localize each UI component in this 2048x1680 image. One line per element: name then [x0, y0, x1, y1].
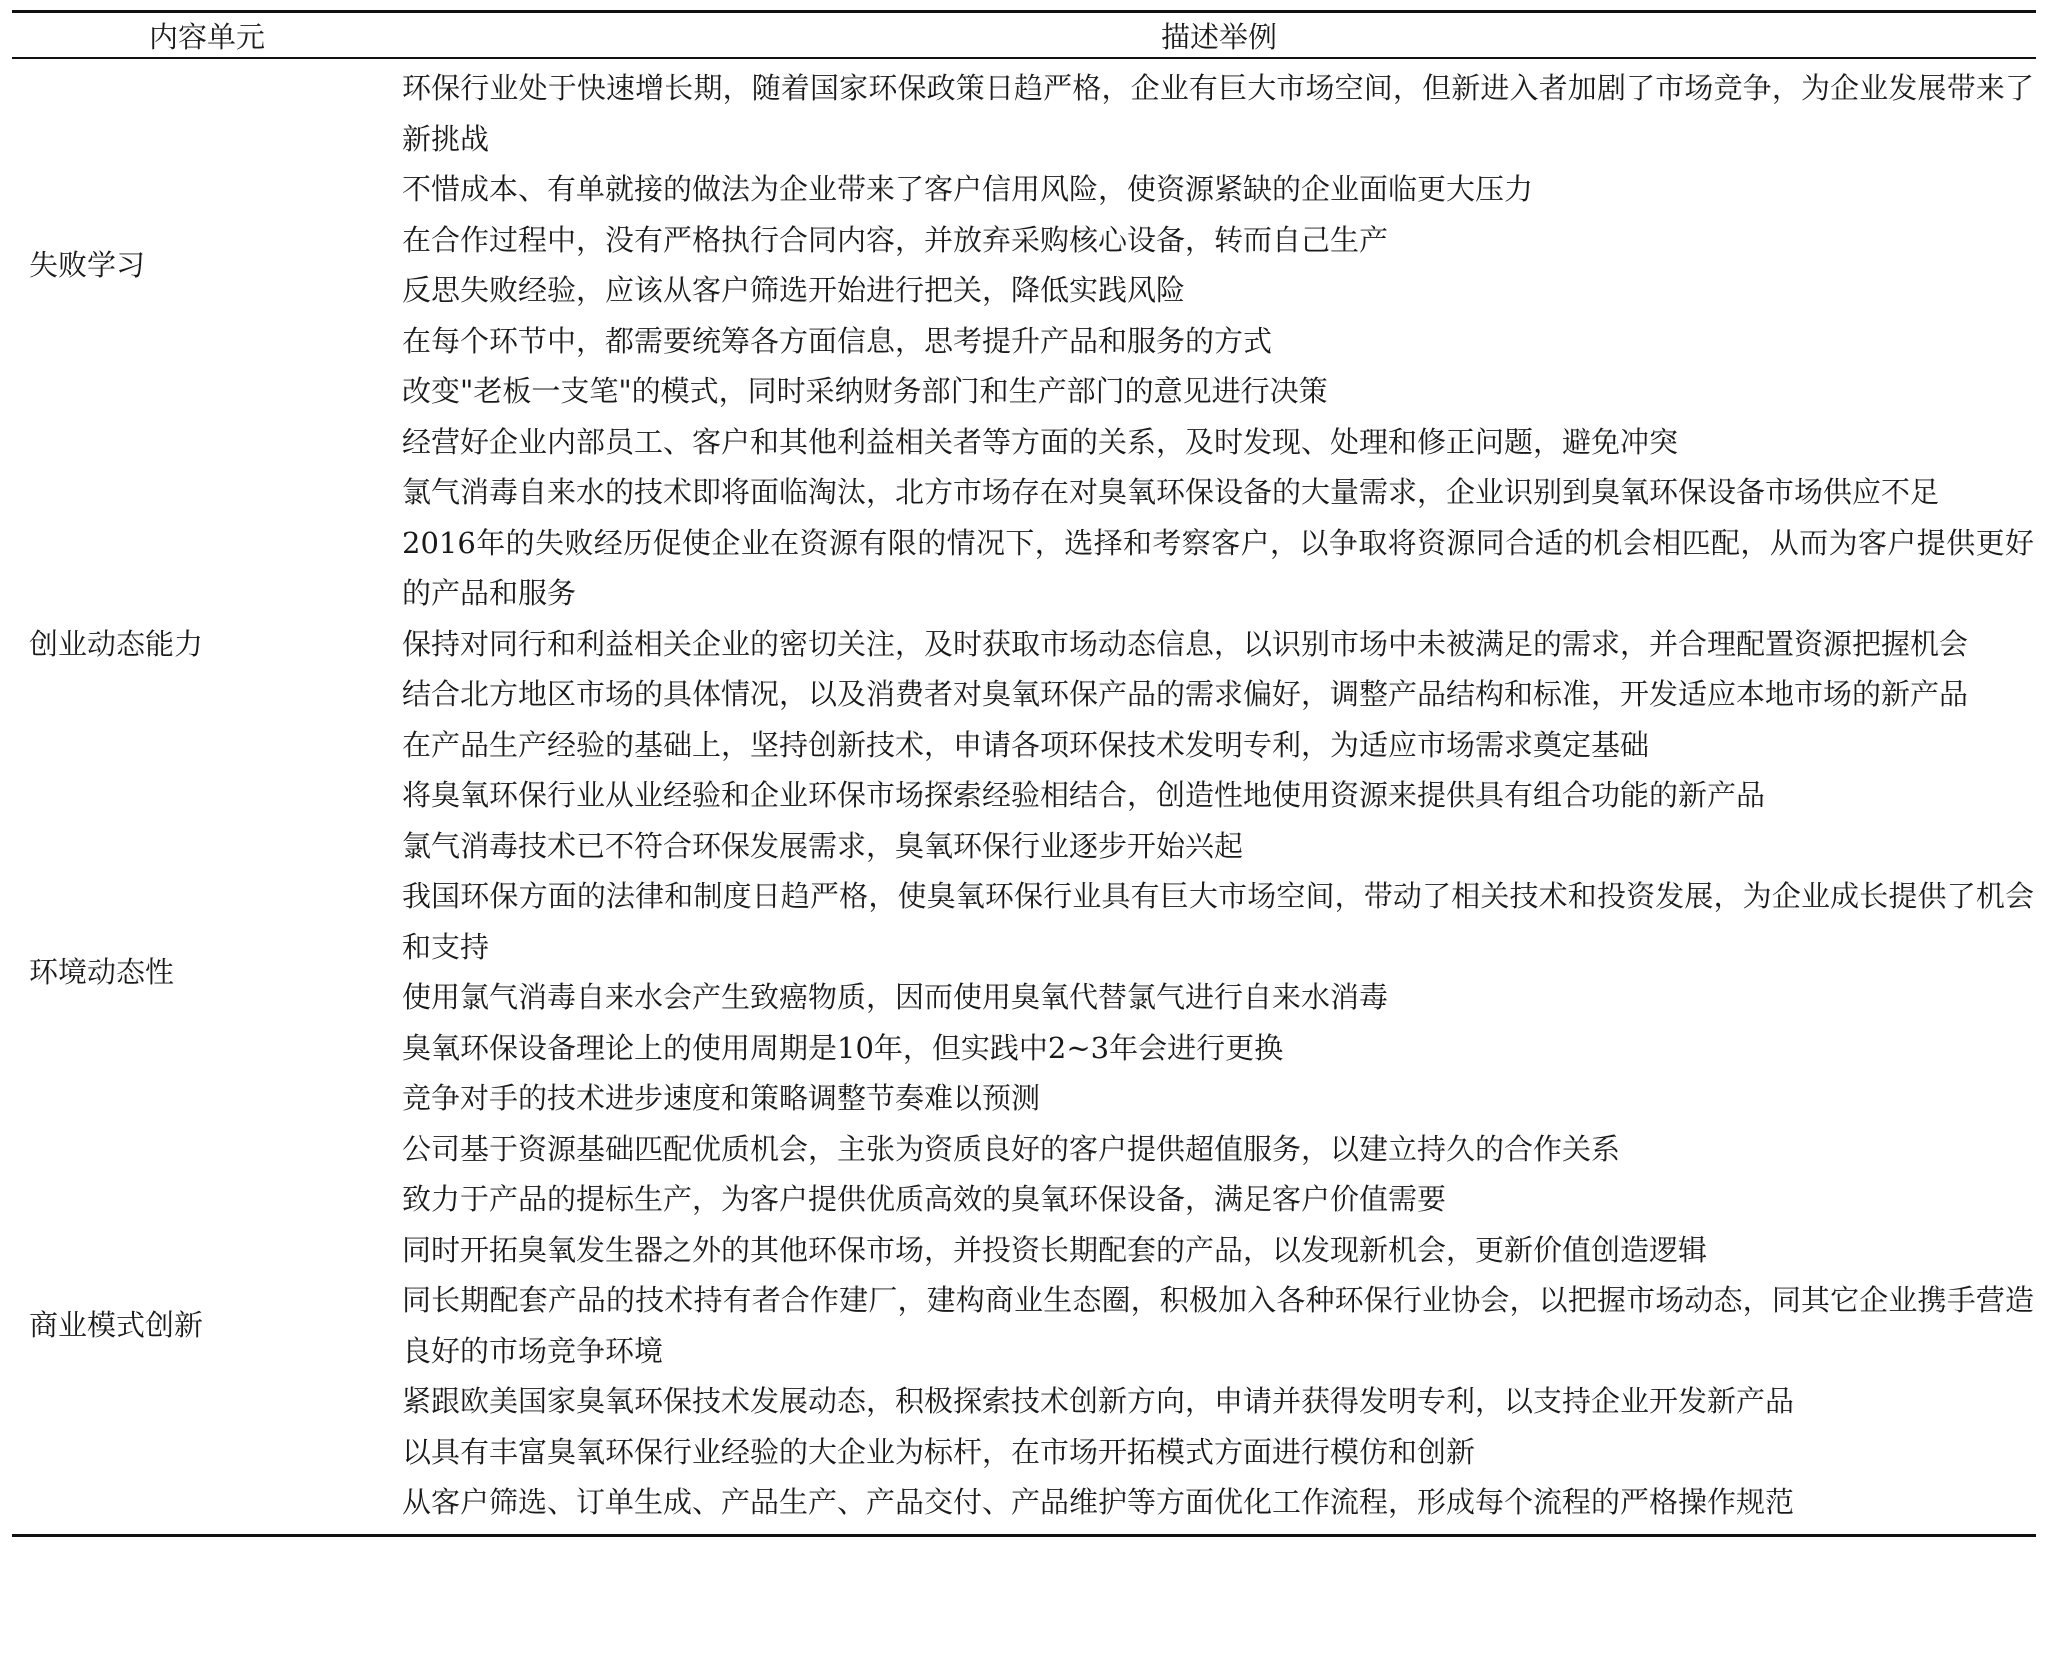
example-item: 氯气消毒自来水的技术即将面临淘汰，北方市场存在对臭氧环保设备的大量需求，企业识别到臭氧环保设备市场供应不足 [402, 475, 1940, 509]
example-item: 在合作过程中，没有严格执行合同内容，并放弃采购核心设备，转而自己生产 [402, 222, 1389, 257]
example-item: 将臭氧环保行业从业经验和企业环保市场探索经验相结合，创造性地使用资源来提供具有组合功能的新产品 [402, 778, 1766, 812]
content-table [12, 10, 2036, 1537]
table-group [12, 63, 2036, 467]
group-items [402, 821, 2036, 1124]
group-label: 商业模式创新 [29, 1308, 204, 1343]
group-items [402, 467, 2036, 821]
table-group [12, 821, 2036, 1124]
example-item: 紧跟欧美国家臭氧环保技术发展动态，积极探索技术创新方向，申请并获得发明专利，以支持企业开发新产品 [402, 1384, 1795, 1418]
example-item: 结合北方地区市场的具体情况，以及消费者对臭氧环保产品的需求偏好，调整产品结构和标准，开发适应本地市场的新产品 [402, 677, 1969, 711]
example-item: 氯气消毒技术已不符合环保发展需求，臭氧环保行业逐步开始兴起 [402, 828, 1244, 863]
table-header [12, 13, 2036, 57]
example-item: 臭氧环保设备理论上的使用周期是10年，但实践中2~3年会进行更换 [402, 1030, 1284, 1065]
group-label: 创业动态能力 [29, 626, 204, 661]
header-unit: 内容单元 [148, 19, 265, 54]
group-label: 环境动态性 [29, 954, 175, 989]
example-item: 以具有丰富臭氧环保行业经验的大企业为标杆，在市场开拓模式方面进行模仿和创新 [402, 1434, 1476, 1469]
example-item: 环保行业处于快速增长期，随着国家环保政策日趋严格，企业有巨大市场空间，但新进入者加剧了市场竞争，为企业发展带来了新挑战 [402, 71, 2034, 156]
example-item: 我国环保方面的法律和制度日趋严格，使臭氧环保行业具有巨大市场空间，带动了相关技术和投资发展，为企业成长提供了机会和支持 [402, 879, 2034, 964]
example-item: 致力于产品的提标生产，为客户提供优质高效的臭氧环保设备，满足客户价值需要 [402, 1182, 1447, 1216]
example-item: 保持对同行和利益相关企业的密切关注，及时获取市场动态信息，以识别市场中未被满足的需求，并合理配置资源把握机会 [402, 626, 1969, 661]
table-group [12, 467, 2036, 821]
example-item: 改变"老板一支笔"的模式，同时采纳财务部门和生产部门的意见进行决策 [402, 374, 1328, 408]
bottom-rule [12, 1534, 2036, 1537]
example-item: 在每个环节中，都需要统筹各方面信息，思考提升产品和服务的方式 [402, 323, 1273, 358]
table-group [12, 1124, 2036, 1528]
header-example: 描述举例 [1160, 19, 1277, 54]
example-item: 从客户筛选、订单生成、产品生产、产品交付、产品维护等方面优化工作流程，形成每个流程的严格操作规范 [402, 1485, 1795, 1519]
example-item: 公司基于资源基础匹配优质机会，主张为资质良好的客户提供超值服务，以建立持久的合作关系 [402, 1131, 1621, 1166]
group-items [402, 1124, 2036, 1528]
example-item: 竞争对手的技术进步速度和策略调整节奏难以预测 [402, 1081, 1041, 1115]
example-item: 经营好企业内部员工、客户和其他利益相关者等方面的关系，及时发现、处理和修正问题，避免冲突 [402, 424, 1679, 459]
example-item: 2016年的失败经历促使企业在资源有限的情况下，选择和考察客户，以争取将资源同合适的机会相匹配，从而为客户提供更好的产品和服务 [402, 525, 2034, 610]
example-item: 使用氯气消毒自来水会产生致癌物质，因而使用臭氧代替氯气进行自来水消毒 [402, 980, 1389, 1014]
example-item: 在产品生产经验的基础上，坚持创新技术，申请各项环保技术发明专利，为适应市场需求奠定基础 [402, 727, 1650, 762]
example-item: 不惜成本、有单就接的做法为企业带来了客户信用风险，使资源紧缺的企业面临更大压力 [402, 172, 1534, 206]
table-body [12, 59, 2036, 1534]
group-label: 失败学习 [29, 247, 146, 282]
example-item: 同长期配套产品的技术持有者合作建厂，建构商业生态圈，积极加入各种环保行业协会，以把握市场动态，同其它企业携手营造良好的市场竞争环境 [402, 1283, 2034, 1368]
group-items [402, 63, 2036, 467]
example-item: 反思失败经验，应该从客户筛选开始进行把关，降低实践风险 [402, 273, 1186, 307]
example-item: 同时开拓臭氧发生器之外的其他环保市场，并投资长期配套的产品，以发现新机会，更新价值创造逻辑 [402, 1232, 1708, 1267]
